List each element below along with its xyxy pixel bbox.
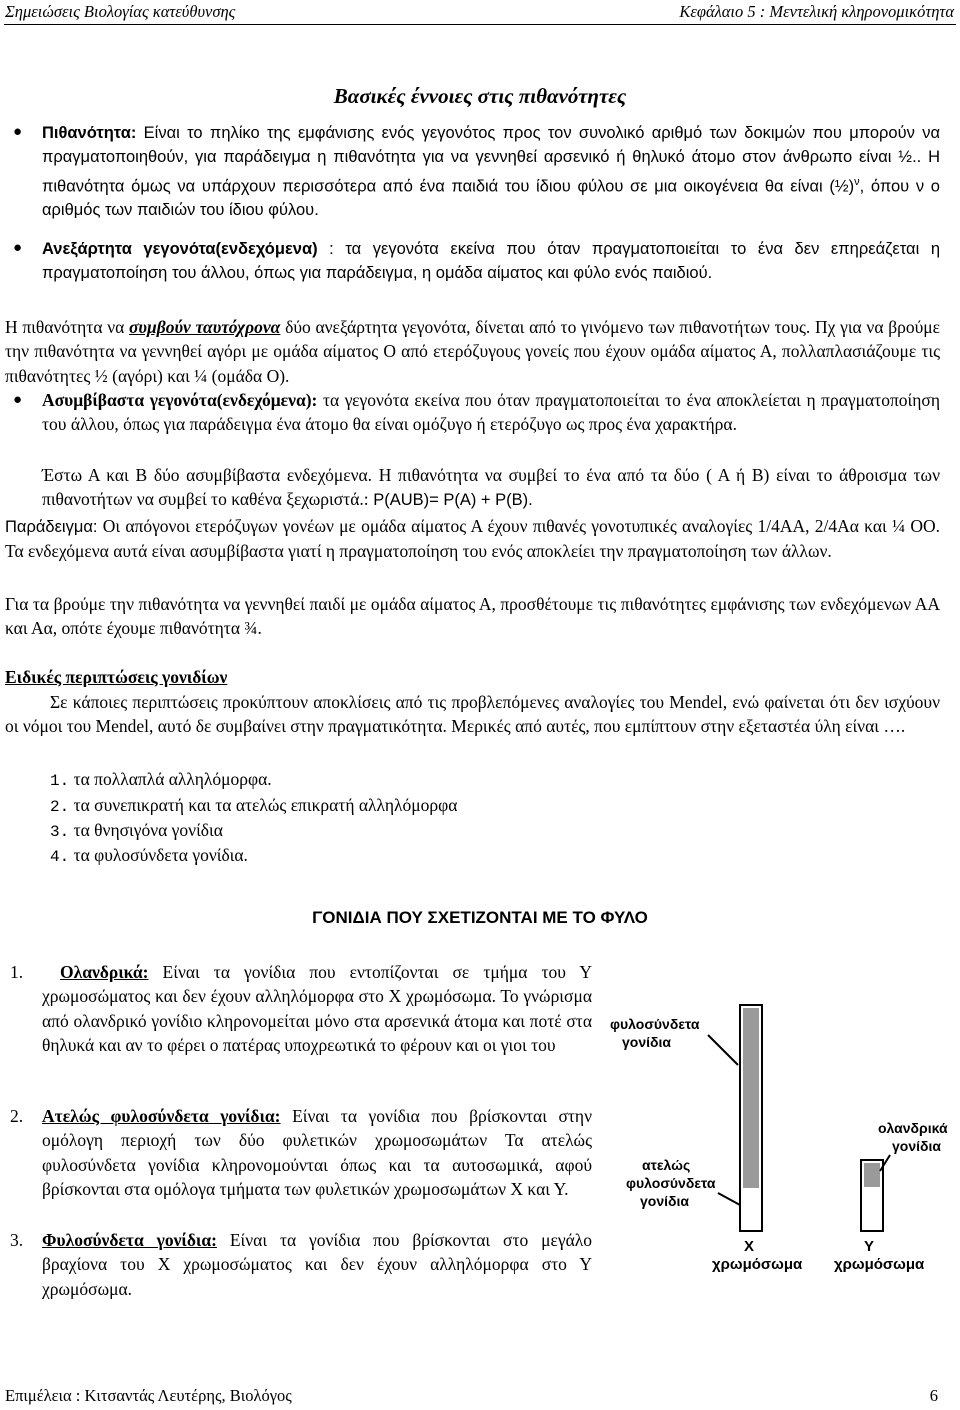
list-item: 4. τα φυλοσύνδετα γονίδια. (50, 845, 248, 866)
probability-paragraph: Πιθανότητα: Είναι το πηλίκο της εμφάνισης ενός γεγονότος προς τον συνολικό αριθμό των δοκιμών που μπορούν να πραγματοποιηθούν, για παράδειγμα η πιθανότητα για να γεννηθεί αρσενικό ή θηλυκό άτομο στον άνθρωπο είναι ½.. Η πιθανότητα όμως να υπάρχουν περισσότερα από ένα παιδιά του ίδιου φύλου σε μια οικογένεια θα είναι (½)$^\nu$, όπου ν ο αριθμός των παιδιών του ίδιου φύλου. (42, 124, 940, 220)
x-label-word: χρωμόσωμα (712, 1256, 803, 1273)
footer-author: Επιμέλεια : Κιτσαντάς Λευτέρης, Βιολόγος (5, 1386, 292, 1405)
holandric-label-line2: γονίδια (892, 1138, 941, 1154)
y-chromosome-unique-region (864, 1163, 880, 1187)
header-left: Σημειώσεις Βιολογίας κατεύθυνσης (5, 2, 236, 21)
list-item: 3. τα θνησιγόνα γονίδια (50, 820, 223, 841)
holandric-label-line1: ολανδρικά (878, 1120, 948, 1136)
incompatible-events-paragraph: Ασυμβίβαστα γεγονότα(ενδεχόμενα): τα γεγονότα εκείνα που όταν πραγματοποιείται το ένα αποκλείεται η πραγματοποίηση του άλλου, όπως για παράδειγμα ένα άτομο θα είναι ομόζυγο ή ετερόζυγο ως προς ένα χαρακτήρα. (42, 390, 940, 435)
x-label-letter: Χ (744, 1238, 755, 1255)
page-number: 6 (929, 1386, 938, 1405)
header-right: Κεφάλαιο 5 : Μεντελική κληρονομικότητα (679, 2, 954, 21)
chromosome-diagram (600, 1005, 948, 1305)
x-linked-term: Φυλοσύνδετα γονίδια: (42, 1230, 217, 1250)
x-linked-paragraph: Φυλοσύνδετα γονίδια: Είναι τα γονίδια που βρίσκονται στο μεγάλο βραχίονα του Χ χρωμοσώματος και δεν έχουν αλληλόμορφα στο Υ χρωμόσωμα. (42, 1230, 593, 1299)
incompatible-term: Ασυμβίβαστα γεγονότα(ενδεχόμενα): (42, 390, 318, 410)
independent-term: Ανεξάρτητα γεγονότα(ενδεχόμενα) (42, 240, 318, 258)
partial-label-line3: γονίδια (640, 1193, 689, 1209)
simultaneous-term: συμβούν ταυτόχρονα (129, 317, 281, 337)
x-chromosome-homologous-region (743, 1188, 759, 1228)
simultaneous-paragraph: Η πιθανότητα να συμβούν ταυτόχρονα δύο ανεξάρτητα γεγονότα, δίνεται από το γινόμενο των πιθανοτήτων τους. Πχ για να βρούμε την πιθανότητα να γεννηθεί αγόρι με ομάδα αίματος Ο από ετερόζυγους γονείς που έχουν ομάδα αίματος Α, πολλαπλασιάζουμε τις πιθανότητες ½ (αγόρι) και ¼ (ομάδα Ο). (5, 317, 940, 386)
special-cases-paragraph: Σε κάποιες περιπτώσεις προκύπτουν αποκλίσεις από τις προβλεπόμενες αναλογίες του Mendel, ενώ φαίνεται ότι δεν ισχύουν οι νόμοι του Mendel, αυτό δε συμβαίνει στην πραγματικότητα. Μερικές από αυτές, που εμπίπτουν στην εξεταστέα ύλη είναι …. (5, 692, 940, 737)
list-number: 2. (10, 1106, 24, 1126)
y-label-letter: Υ (864, 1238, 875, 1255)
arrow-x-linked (708, 1035, 738, 1065)
formula: P(AUB)= P(A) + P(B). (368, 491, 533, 510)
sex-genes-heading: ΓΟΝΙΔΙΑ ΠΟΥ ΣΧΕΤΙΖΟΝΤΑΙ ΜΕ ΤΟ ΦΥΛΟ (312, 908, 648, 927)
partial-label-line2: φυλοσύνδετα (626, 1175, 716, 1191)
x-linked-label-line2: γονίδια (622, 1034, 671, 1050)
list-item: 2. τα συνεπικρατή και τα ατελώς επικρατή αλληλόμορφα (50, 795, 458, 816)
probability-term: Πιθανότητα: (42, 124, 137, 142)
list-number: 3. (10, 1230, 24, 1250)
example-paragraph: Παράδειγμα: Οι απόγονοι ετερόζυγων γονέων με ομάδα αίματος Α έχουν πιθανές γονοτυπικές αναλογίες 1/4ΑΑ, 2/4Αα και ¼ ΟΟ. Τα ενδεχόμενα αυτά είναι ασυμβίβαστα γιατί η πραγματοποίηση του ενός αποκλείει την πραγματοποίηση των άλλων. (5, 516, 940, 562)
bullet-icon: ● (13, 392, 23, 408)
header-rule (4, 24, 956, 25)
example-label: Παράδειγμα: (5, 518, 98, 536)
x-chromosome-unique-region (743, 1008, 759, 1188)
sum-rule-paragraph: Έστω Α και Β δύο ασυμβίβαστα ενδεχόμενα. Η πιθανότητα να συμβεί το ένα από τα δύο ( Α ή Β) είναι το άθροισμα των πιθανοτήτων να συμβεί το καθένα ξεχωριστά.: P(AUB)= P(A) + P(B). (42, 465, 940, 510)
partial-linked-term: Ατελώς φυλοσύνδετα γονίδια: (42, 1106, 281, 1126)
list-item: 1. τα πολλαπλά αλληλόμορφα. (50, 769, 272, 790)
section-title: Βασικές έννοιες στις πιθανότητες (333, 84, 627, 108)
holandric-term: Ολανδρικά: (60, 962, 149, 982)
x-linked-label-line1: φυλοσύνδετα (610, 1016, 700, 1032)
independent-events-paragraph: Ανεξάρτητα γεγονότα(ενδεχόμενα) : τα γεγονότα εκείνα που όταν πραγματοποιείται το ένα δεν επηρεάζεται η πραγματοποίηση του άλλου, όπως για παράδειγμα, η ομάδα αίματος και φύλο ενός παιδιού. (42, 240, 940, 283)
partial-label-line1: ατελώς (642, 1157, 691, 1173)
probability-sum-paragraph: Για τα βρούμε την πιθανότητα να γεννηθεί παιδί με ομάδα αίματος Α, προσθέτουμε τις πιθανότητες εμφάνισης των ενδεχόμενων ΑΑ και Αα, οπότε έχουμε πιθανότητα ¾. (5, 594, 940, 639)
list-number: 1. (10, 962, 24, 982)
arrow-partial (718, 1193, 740, 1205)
holandric-paragraph: Ολανδρικά: Είναι τα γονίδια που εντοπίζονται σε τμήμα του Υ χρωμοσώματος και δεν έχουν αλληλόμορφα στο Χ χρωμόσωμα. Το γνώρισμα από ολανδρικό γονίδιο κληρονομείται μόνο στα αρσενικά άτομα και ποτέ στα θηλυκά και αν το φέρει ο πατέρας υποχρεωτικά το φέρουν και οι γιοι του (42, 962, 592, 1055)
partial-linked-paragraph: Ατελώς φυλοσύνδετα γονίδια: Είναι τα γονίδια που βρίσκονται στην ομόλογη περιοχή των δύο φυλετικών χρωμοσωμάτων Τα ατελώς φυλοσύνδετα γονίδια κληρονομούνται όπως και τα αυτοσωμικά, αφού βρίσκονται στα ομόλογα τμήματα των φυλετικών χρωμοσωμάτων Χ και Υ. (42, 1106, 593, 1199)
y-label-word: χρωμόσωμα (834, 1256, 925, 1273)
special-cases-heading: Ειδικές περιπτώσεις γονιδίων (5, 667, 228, 687)
bullet-icon: ● (13, 240, 23, 256)
bullet-icon: ● (13, 124, 23, 140)
